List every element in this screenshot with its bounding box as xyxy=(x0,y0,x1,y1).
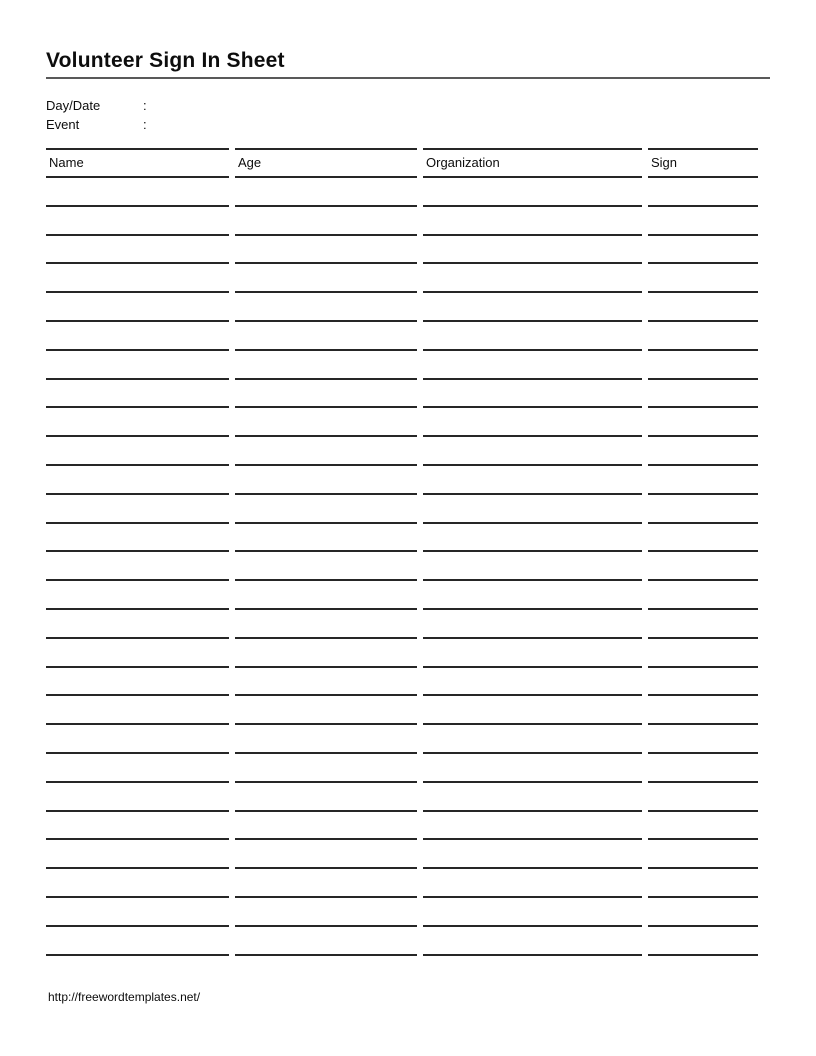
signin-field-age[interactable] xyxy=(235,380,417,409)
page-title: Volunteer Sign In Sheet xyxy=(46,49,770,79)
signin-field-name[interactable] xyxy=(46,610,229,639)
signin-field-name[interactable] xyxy=(46,264,229,293)
signin-field-name[interactable] xyxy=(46,552,229,581)
day-date-label: Day/Date xyxy=(46,98,101,113)
signin-row xyxy=(46,927,758,956)
signin-field-sign[interactable] xyxy=(648,495,758,524)
signin-field-name[interactable] xyxy=(46,639,229,668)
signin-field-sign[interactable] xyxy=(648,610,758,639)
signin-row xyxy=(46,610,758,639)
signin-field-name[interactable] xyxy=(46,696,229,725)
signin-field-organization[interactable] xyxy=(423,437,642,466)
signin-field-age[interactable] xyxy=(235,293,417,322)
signin-field-organization[interactable] xyxy=(423,351,642,380)
signin-field-name[interactable] xyxy=(46,351,229,380)
signin-field-sign[interactable] xyxy=(648,898,758,927)
signin-field-name[interactable] xyxy=(46,408,229,437)
signin-row xyxy=(46,840,758,869)
signin-field-sign[interactable] xyxy=(648,668,758,697)
signin-row xyxy=(46,351,758,380)
signin-field-age[interactable] xyxy=(235,898,417,927)
column-header-organization: Organization xyxy=(423,148,642,178)
signin-field-sign[interactable] xyxy=(648,207,758,236)
signin-field-sign[interactable] xyxy=(648,293,758,322)
signin-field-name[interactable] xyxy=(46,178,229,207)
event-value[interactable] xyxy=(157,116,377,135)
signin-field-sign[interactable] xyxy=(648,581,758,610)
signin-field-name[interactable] xyxy=(46,236,229,265)
signin-row xyxy=(46,552,758,581)
signin-field-sign[interactable] xyxy=(648,264,758,293)
signin-row xyxy=(46,696,758,725)
signin-row xyxy=(46,466,758,495)
meta-row-event xyxy=(46,116,377,135)
event-separator: : xyxy=(143,116,147,132)
signin-field-age[interactable] xyxy=(235,927,417,956)
signin-field-name[interactable] xyxy=(46,783,229,812)
signin-field-age[interactable] xyxy=(235,437,417,466)
signin-field-sign[interactable] xyxy=(648,322,758,351)
signin-field-sign[interactable] xyxy=(648,351,758,380)
signin-field-age[interactable] xyxy=(235,725,417,754)
signin-field-name[interactable] xyxy=(46,207,229,236)
signin-row xyxy=(46,236,758,265)
signin-row xyxy=(46,408,758,437)
signin-field-organization[interactable] xyxy=(423,668,642,697)
signin-field-organization[interactable] xyxy=(423,696,642,725)
signin-field-sign[interactable] xyxy=(648,725,758,754)
meta-fields xyxy=(46,97,377,134)
day-date-separator: : xyxy=(143,98,147,113)
signin-field-age[interactable] xyxy=(235,495,417,524)
signin-row xyxy=(46,495,758,524)
signin-field-name[interactable] xyxy=(46,524,229,553)
signin-row xyxy=(46,207,758,236)
signin-field-organization[interactable] xyxy=(423,552,642,581)
signin-field-age[interactable] xyxy=(235,639,417,668)
signin-field-organization[interactable] xyxy=(423,610,642,639)
signin-field-age[interactable] xyxy=(235,754,417,783)
signin-field-organization[interactable] xyxy=(423,812,642,841)
signin-field-organization[interactable] xyxy=(423,725,642,754)
signin-field-sign[interactable] xyxy=(648,178,758,207)
signin-field-age[interactable] xyxy=(235,869,417,898)
signin-field-organization[interactable] xyxy=(423,408,642,437)
signin-field-name[interactable] xyxy=(46,725,229,754)
signin-field-age[interactable] xyxy=(235,322,417,351)
signin-row xyxy=(46,178,758,207)
signin-field-organization[interactable] xyxy=(423,754,642,783)
signin-field-organization[interactable] xyxy=(423,869,642,898)
signin-field-sign[interactable] xyxy=(648,696,758,725)
signin-field-sign[interactable] xyxy=(648,812,758,841)
day-date-value[interactable] xyxy=(157,97,377,116)
signin-field-sign[interactable] xyxy=(648,927,758,956)
signin-field-name[interactable] xyxy=(46,293,229,322)
signin-row xyxy=(46,524,758,553)
signin-row xyxy=(46,293,758,322)
signin-field-age[interactable] xyxy=(235,408,417,437)
signin-row xyxy=(46,783,758,812)
signin-field-sign[interactable] xyxy=(648,754,758,783)
signin-row xyxy=(46,812,758,841)
signin-field-organization[interactable] xyxy=(423,840,642,869)
signin-row xyxy=(46,264,758,293)
signin-field-name[interactable] xyxy=(46,898,229,927)
signin-field-age[interactable] xyxy=(235,466,417,495)
signin-field-name[interactable] xyxy=(46,495,229,524)
signin-field-organization[interactable] xyxy=(423,581,642,610)
signin-field-sign[interactable] xyxy=(648,380,758,409)
signin-field-sign[interactable] xyxy=(648,437,758,466)
signin-field-age[interactable] xyxy=(235,178,417,207)
signin-field-age[interactable] xyxy=(235,812,417,841)
column-header-age: Age xyxy=(235,148,417,178)
signin-field-name[interactable] xyxy=(46,840,229,869)
signin-field-organization[interactable] xyxy=(423,639,642,668)
signin-field-organization[interactable] xyxy=(423,380,642,409)
signin-field-age[interactable] xyxy=(235,668,417,697)
signin-row xyxy=(46,725,758,754)
signin-row xyxy=(46,380,758,409)
signin-field-age[interactable] xyxy=(235,351,417,380)
signin-field-age[interactable] xyxy=(235,840,417,869)
signin-field-organization[interactable] xyxy=(423,322,642,351)
signin-field-organization[interactable] xyxy=(423,927,642,956)
signin-field-organization[interactable] xyxy=(423,236,642,265)
signin-row xyxy=(46,754,758,783)
signin-field-age[interactable] xyxy=(235,610,417,639)
signin-field-sign[interactable] xyxy=(648,783,758,812)
signin-field-name[interactable] xyxy=(46,581,229,610)
column-header-sign: Sign xyxy=(648,148,758,178)
signin-field-organization[interactable] xyxy=(423,898,642,927)
signin-field-name[interactable] xyxy=(46,322,229,351)
signin-field-organization[interactable] xyxy=(423,783,642,812)
signin-field-age[interactable] xyxy=(235,783,417,812)
signin-field-age[interactable] xyxy=(235,236,417,265)
signin-field-organization[interactable] xyxy=(423,466,642,495)
column-header-name: Name xyxy=(46,148,229,178)
signin-field-name[interactable] xyxy=(46,754,229,783)
signin-field-name[interactable] xyxy=(46,812,229,841)
signin-row xyxy=(46,437,758,466)
signin-field-organization[interactable] xyxy=(423,495,642,524)
signin-field-name[interactable] xyxy=(46,380,229,409)
signin-field-sign[interactable] xyxy=(648,466,758,495)
signin-field-name[interactable] xyxy=(46,466,229,495)
signin-table xyxy=(46,148,758,956)
signin-field-sign[interactable] xyxy=(648,869,758,898)
signin-row xyxy=(46,322,758,351)
signin-field-organization[interactable] xyxy=(423,524,642,553)
event-label: Event xyxy=(46,116,80,132)
signin-field-name[interactable] xyxy=(46,668,229,697)
signin-field-organization[interactable] xyxy=(423,293,642,322)
signin-field-sign[interactable] xyxy=(648,639,758,668)
signin-field-sign[interactable] xyxy=(648,408,758,437)
signin-field-name[interactable] xyxy=(46,437,229,466)
signin-field-sign[interactable] xyxy=(648,552,758,581)
signin-field-sign[interactable] xyxy=(648,236,758,265)
signin-field-age[interactable] xyxy=(235,207,417,236)
signin-field-organization[interactable] xyxy=(423,207,642,236)
table-body xyxy=(46,178,758,956)
signin-field-age[interactable] xyxy=(235,696,417,725)
signin-field-name[interactable] xyxy=(46,927,229,956)
signin-field-age[interactable] xyxy=(235,264,417,293)
signin-field-organization[interactable] xyxy=(423,178,642,207)
signin-row xyxy=(46,869,758,898)
signin-field-age[interactable] xyxy=(235,581,417,610)
signin-row xyxy=(46,581,758,610)
footer-url: http://freewordtemplates.net/ xyxy=(48,990,201,1004)
table-header-row xyxy=(46,148,758,178)
signin-field-sign[interactable] xyxy=(648,524,758,553)
signin-field-name[interactable] xyxy=(46,869,229,898)
signin-field-age[interactable] xyxy=(235,552,417,581)
signin-field-sign[interactable] xyxy=(648,840,758,869)
meta-row-day-date xyxy=(46,97,377,116)
signin-field-age[interactable] xyxy=(235,524,417,553)
signin-row xyxy=(46,639,758,668)
signin-row xyxy=(46,668,758,697)
signin-field-organization[interactable] xyxy=(423,264,642,293)
signin-row xyxy=(46,898,758,927)
